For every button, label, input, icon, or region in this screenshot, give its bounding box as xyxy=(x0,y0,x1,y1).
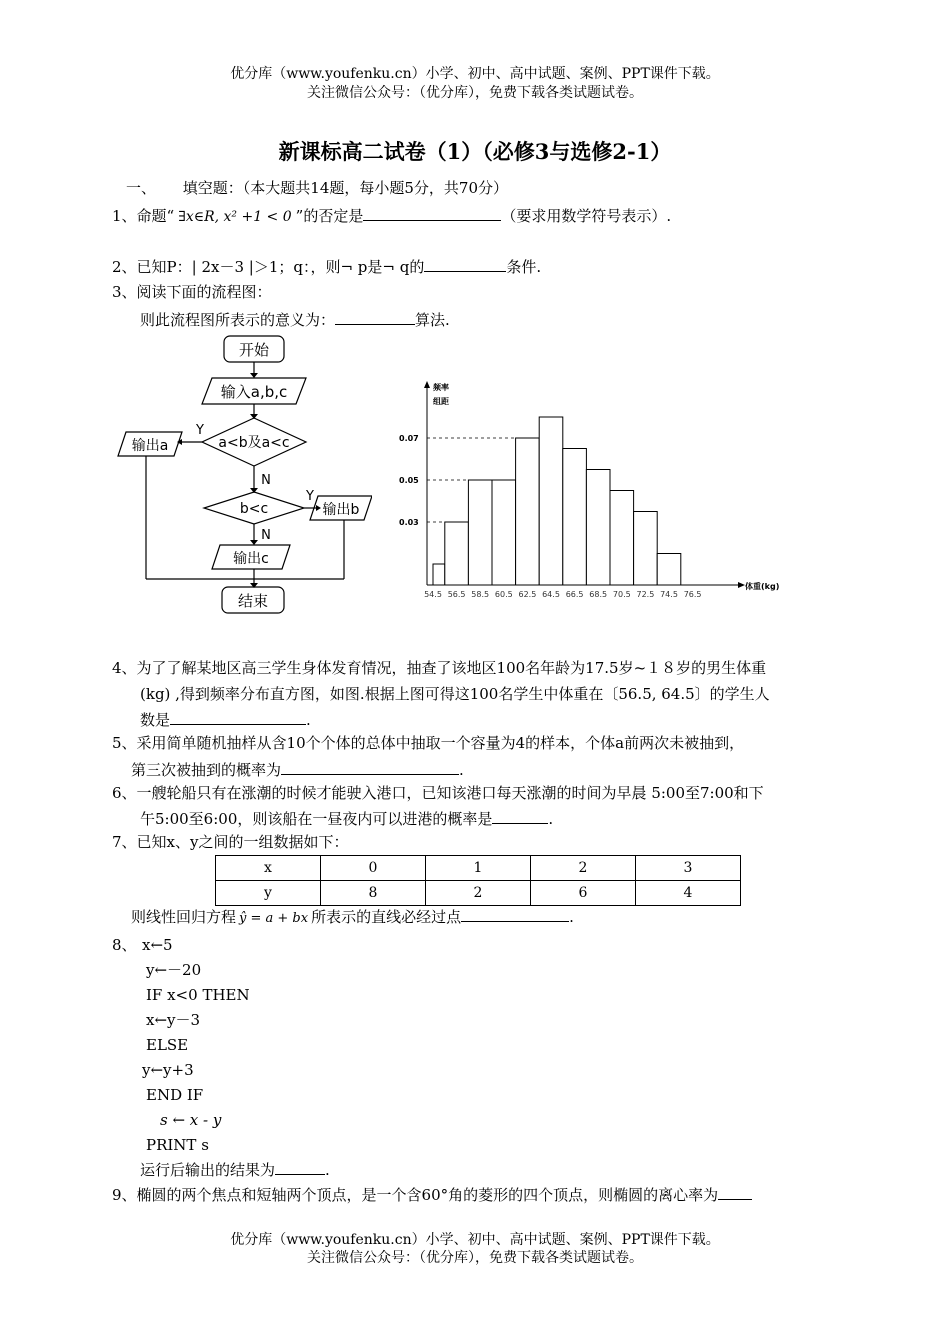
question-1 xyxy=(112,205,671,227)
question-7: 7、已知x、y之间的一组数据如下： xyxy=(112,833,349,851)
histogram-bar xyxy=(516,438,540,585)
flow-output-c-label: 输出c xyxy=(233,551,269,567)
x-axis-arrow xyxy=(738,582,745,588)
histogram-chart xyxy=(395,378,795,603)
q7-tail: . xyxy=(569,908,574,926)
code-line: END IF xyxy=(146,1086,204,1104)
q6-tail: . xyxy=(548,810,554,828)
histogram-bar xyxy=(563,449,587,586)
q7-formula: ŷ = a + bx xyxy=(239,911,309,926)
question-4-line-1: 4、为了了解某地区高三学生身体发育情况，抽查了该地区100名年龄为17.5岁~１８岁的男生体重 xyxy=(112,659,767,677)
flowchart xyxy=(112,332,372,622)
x-tick-label: 74.5 xyxy=(660,590,678,599)
x-tick-label: 76.5 xyxy=(683,590,702,599)
q4-answer-blank[interactable] xyxy=(170,709,306,725)
footer-line-2: 关注微信公众号：（优分库），免费下载各类试题试卷。 xyxy=(307,1250,643,1266)
question-4-line-3 xyxy=(140,709,311,730)
flow-end-label: 结束 xyxy=(237,592,269,610)
q4-tail: . xyxy=(306,711,311,729)
question-6-line-1: 6、一艘轮船只有在涨潮的时候才能驶入港口，已知该港口每天涨潮的时间为早晨 5:00至7:00和下 xyxy=(112,784,764,802)
q3-answer-blank[interactable] xyxy=(335,309,415,325)
x-tick-label: 64.5 xyxy=(542,590,560,599)
q2-text: 2、已知P：| 2x－3 |＞1；q：，则¬ p是¬ q的 xyxy=(112,258,425,276)
code-line: x←5 xyxy=(142,936,173,954)
table-cell: 4 xyxy=(636,881,741,906)
table-cell: 8 xyxy=(321,881,426,906)
code-line: s ← x - y xyxy=(160,1111,222,1129)
question-6-line-2 xyxy=(140,808,553,829)
x-axis-label: 体重(kg) xyxy=(745,582,780,591)
code-line: y←－20 xyxy=(146,961,202,979)
histogram-bar xyxy=(634,512,658,586)
header-line-1: 优分库（www.youfenku.cn）小学、初中、高中试题、案例、PPT课件下载。 xyxy=(230,66,720,82)
question-5-line-1: 5、采用简单随机抽样从含10个个体的总体中抽取一个容量为4的样本，个体a前两次未被抽到， xyxy=(112,734,745,752)
y-tick-label: 0.03 xyxy=(399,518,419,527)
q3-tail: 算法. xyxy=(415,311,450,329)
y-label-bottom: 组距 xyxy=(433,397,449,406)
question-9 xyxy=(112,1184,752,1205)
x-tick-label: 62.5 xyxy=(518,590,537,599)
histogram-bar xyxy=(586,470,610,586)
table-cell: 1 xyxy=(426,856,531,881)
flow-yes-label-1: Y xyxy=(196,423,204,438)
table-row xyxy=(216,856,741,881)
question-3-sub xyxy=(140,309,450,330)
q8-answer-blank[interactable] xyxy=(275,1159,325,1175)
table-cell: 3 xyxy=(636,856,741,881)
flow-output-a-label: 输出a xyxy=(131,438,169,454)
histogram-bar xyxy=(492,480,516,585)
header-line-2: 关注微信公众号：（优分库），免费下载各类试题试卷。 xyxy=(307,85,643,101)
y-tick-label: 0.07 xyxy=(399,434,419,443)
footer-line-1: 优分库（www.youfenku.cn）小学、初中、高中试题、案例、PPT课件下载。 xyxy=(230,1232,720,1248)
question-7-sub xyxy=(131,906,574,929)
question-8-result xyxy=(140,1159,330,1180)
table-cell: y xyxy=(216,881,321,906)
q6-line2-text: 午5:00至6:00，则该船在一昼夜内可以进港的概率是 xyxy=(140,810,493,828)
q3-sub-text: 则此流程图所表示的意义为： xyxy=(140,311,336,329)
y-label-top: 频率 xyxy=(433,383,449,392)
q4-line3-text: 数是 xyxy=(140,711,171,729)
histogram-bar xyxy=(445,522,469,585)
histogram-bar xyxy=(539,417,563,585)
q8-result-text: 运行后输出的结果为 xyxy=(140,1161,276,1179)
q1-formula: ∃x∈R, x² +1 < 0 xyxy=(178,209,292,225)
q9-text: 9、椭圆的两个焦点和短轴两个顶点，是一个含60°角的菱形的四个顶点，则椭圆的离心率为 xyxy=(112,1186,719,1204)
q5-tail: . xyxy=(459,761,464,779)
q1-answer-blank[interactable] xyxy=(363,205,501,221)
x-tick-label: 72.5 xyxy=(636,590,655,599)
q7-pre: 则线性回归方程 xyxy=(131,908,237,926)
q7-post: 所表示的直线必经过点 xyxy=(311,908,462,926)
flow-no-label-2: N xyxy=(261,528,271,543)
code-line: x←y－3 xyxy=(146,1011,201,1029)
histogram-bar xyxy=(433,564,445,585)
x-tick-label: 70.5 xyxy=(612,590,631,599)
histogram-bar xyxy=(657,554,681,586)
table-cell: x xyxy=(216,856,321,881)
q5-answer-blank[interactable] xyxy=(281,759,459,775)
flow-start-label: 开始 xyxy=(238,341,270,359)
x-tick-label: 60.5 xyxy=(494,590,513,599)
q2-answer-blank[interactable] xyxy=(424,256,506,272)
flow-cond1-label: a<b及a<c xyxy=(218,435,290,451)
q1-tail: （要求用数学符号表示）. xyxy=(501,207,672,225)
question-4-line-2: (kg) ,得到频率分布直方图，如图.根据上图可得这100名学生中体重在〔56.5, 64.5〕的学生人 xyxy=(140,685,770,703)
flow-output-b-label: 输出b xyxy=(322,502,360,518)
q8-tail: . xyxy=(325,1161,330,1179)
page-title: 新课标高二试卷（1）（必修3与选修2-1） xyxy=(278,139,672,164)
q6-answer-blank[interactable] xyxy=(492,808,548,824)
question-2 xyxy=(112,256,541,277)
code-line: PRINT s xyxy=(146,1136,209,1154)
table-cell: 2 xyxy=(426,881,531,906)
section-number: 一、 xyxy=(126,179,157,197)
table-row xyxy=(216,881,741,906)
table-cell: 6 xyxy=(531,881,636,906)
code-line: y←y+3 xyxy=(142,1061,194,1079)
x-tick-label: 66.5 xyxy=(565,590,584,599)
flow-cond2-label: b<c xyxy=(239,501,269,517)
q7-answer-blank[interactable] xyxy=(461,906,569,922)
histogram-bar xyxy=(610,491,634,586)
table-cell: 2 xyxy=(531,856,636,881)
code-line: IF x<0 THEN xyxy=(146,986,250,1004)
question-8-label: 8、 xyxy=(112,936,137,954)
x-tick-label: 58.5 xyxy=(471,590,490,599)
flow-yes-label-2: Y xyxy=(306,489,314,504)
x-tick-label: 54.5 xyxy=(424,590,442,599)
q9-answer-blank[interactable] xyxy=(718,1184,752,1200)
q2-tail: 条件. xyxy=(506,258,542,276)
section-heading xyxy=(126,178,508,198)
flow-input-label: 输入a,b,c xyxy=(220,383,288,401)
question-3: 3、阅读下面的流程图： xyxy=(112,283,272,301)
xy-data-table xyxy=(215,855,741,906)
q5-line2-text: 第三次被抽到的概率为 xyxy=(131,761,282,779)
y-axis-arrow xyxy=(424,381,430,388)
x-tick-label: 56.5 xyxy=(447,590,466,599)
question-5-line-2 xyxy=(131,759,464,780)
q1-post: ”的否定是 xyxy=(295,207,364,225)
q1-prefix: 1、命题“ xyxy=(112,207,175,225)
flow-no-label-1: N xyxy=(261,473,271,488)
section-label: 填空题：（本大题共14题，每小题5分，共70分） xyxy=(182,179,509,197)
code-line: ELSE xyxy=(146,1036,189,1054)
x-tick-label: 68.5 xyxy=(589,590,608,599)
histogram-bar xyxy=(468,480,492,585)
y-tick-label: 0.05 xyxy=(399,476,419,485)
table-cell: 0 xyxy=(321,856,426,881)
